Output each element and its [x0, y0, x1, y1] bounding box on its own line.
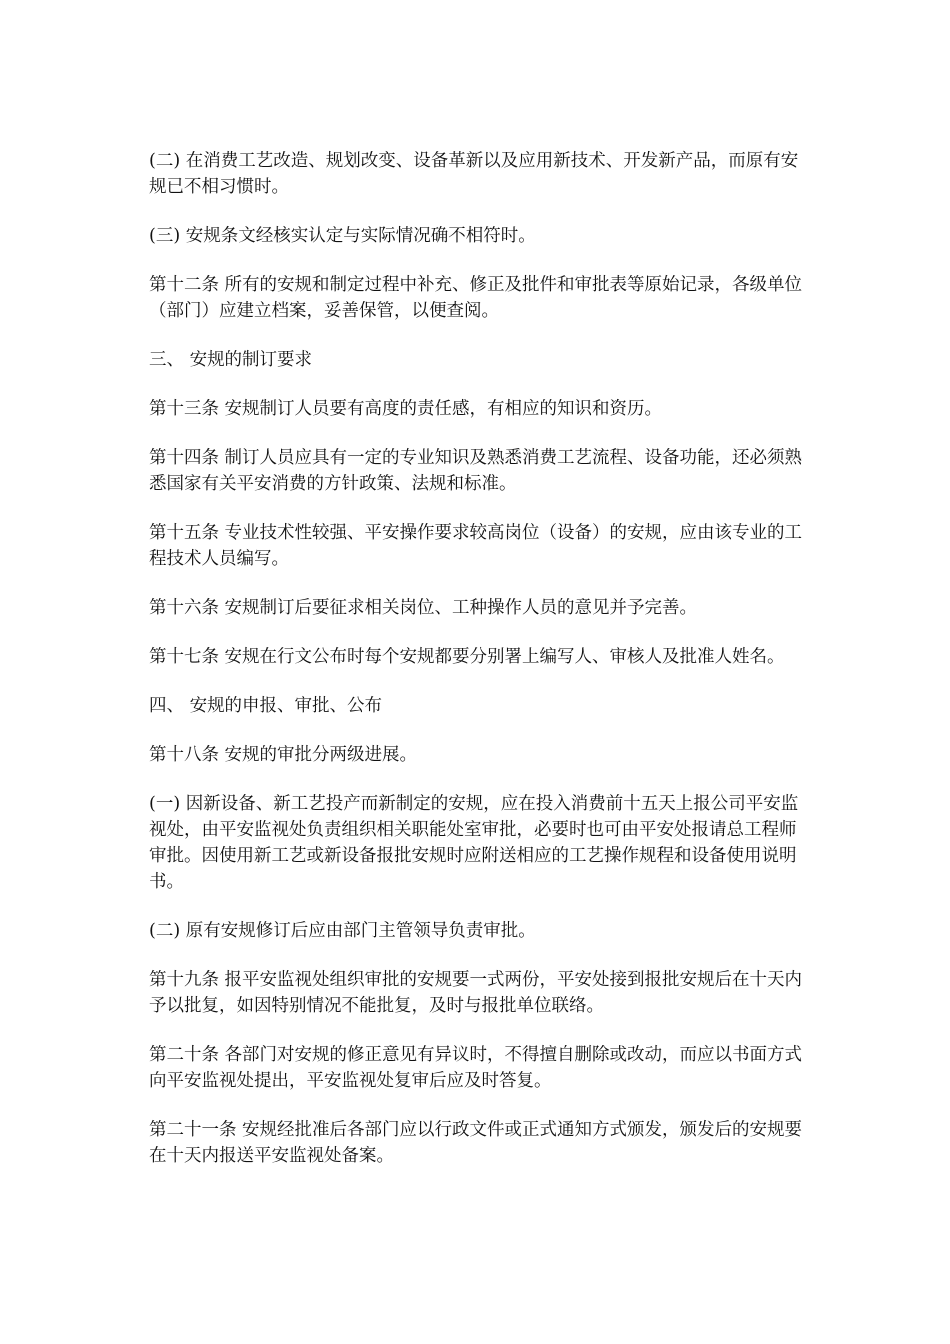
paragraph-article-17: 第十七条 安规在行文公布时每个安规都要分别署上编写人、审核人及批准人姓名。	[149, 647, 785, 667]
document-body	[149, 148, 804, 1192]
paragraph-article-18-item-1: (一) 因新设备、新工艺投产而新制定的安规，应在投入消费前十五天上报公司平安监视处，由平安监视处负责组织相关职能处室审批，必要时也可由平安处报请总工程师审批。因使用新工艺或新设备报批安规时应附送相应的工艺操作规程和设备使用说明书。	[149, 794, 799, 892]
paragraph-article-18-item-2: (二) 原有安规修订后应由部门主管领导负责审批。	[149, 921, 536, 941]
section-heading-4: 四、 安规的申报、审批、公布	[149, 696, 383, 716]
paragraph-clause-2-item-3: (三) 安规条文经核实认定与实际情况确不相符时。	[149, 226, 536, 246]
paragraph-article-16: 第十六条 安规制订后要征求相关岗位、工种操作人员的意见并予完善。	[149, 598, 698, 618]
paragraph-article-14: 第十四条 制订人员应具有一定的专业知识及熟悉消费工艺流程、设备功能，还必须熟悉国家有关平安消费的方针政策、法规和标准。	[149, 448, 803, 494]
paragraph-article-15: 第十五条 专业技术性较强、平安操作要求较高岗位（设备）的安规，应由该专业的工程技术人员编写。	[149, 523, 803, 569]
paragraph-article-18: 第十八条 安规的审批分两级进展。	[149, 745, 418, 765]
paragraph-clause-2-item-2: (二) 在消费工艺改造、规划改变、设备革新以及应用新技术、开发新产品，而原有安规已不相习惯时。	[149, 151, 799, 197]
section-heading-3: 三、 安规的制订要求	[149, 350, 313, 370]
paragraph-article-19: 第十九条 报平安监视处组织审批的安规要一式两份，平安处接到报批安规后在十天内予以批复，如因特别情况不能批复，及时与报批单位联络。	[149, 970, 803, 1016]
paragraph-article-13: 第十三条 安规制订人员要有高度的责任感，有相应的知识和资历。	[149, 399, 663, 419]
paragraph-article-12: 第十二条 所有的安规和制定过程中补充、修正及批件和审批表等原始记录，各级单位（部门）应建立档案，妥善保管，以便查阅。	[149, 275, 803, 321]
paragraph-article-20: 第二十条 各部门对安规的修正意见有异议时，不得擅自删除或改动，而应以书面方式向平安监视处提出，平安监视处复审后应及时答复。	[149, 1045, 803, 1091]
paragraph-article-21: 第二十一条 安规经批准后各部门应以行政文件或正式通知方式颁发，颁发后的安规要在十天内报送平安监视处备案。	[149, 1120, 803, 1166]
